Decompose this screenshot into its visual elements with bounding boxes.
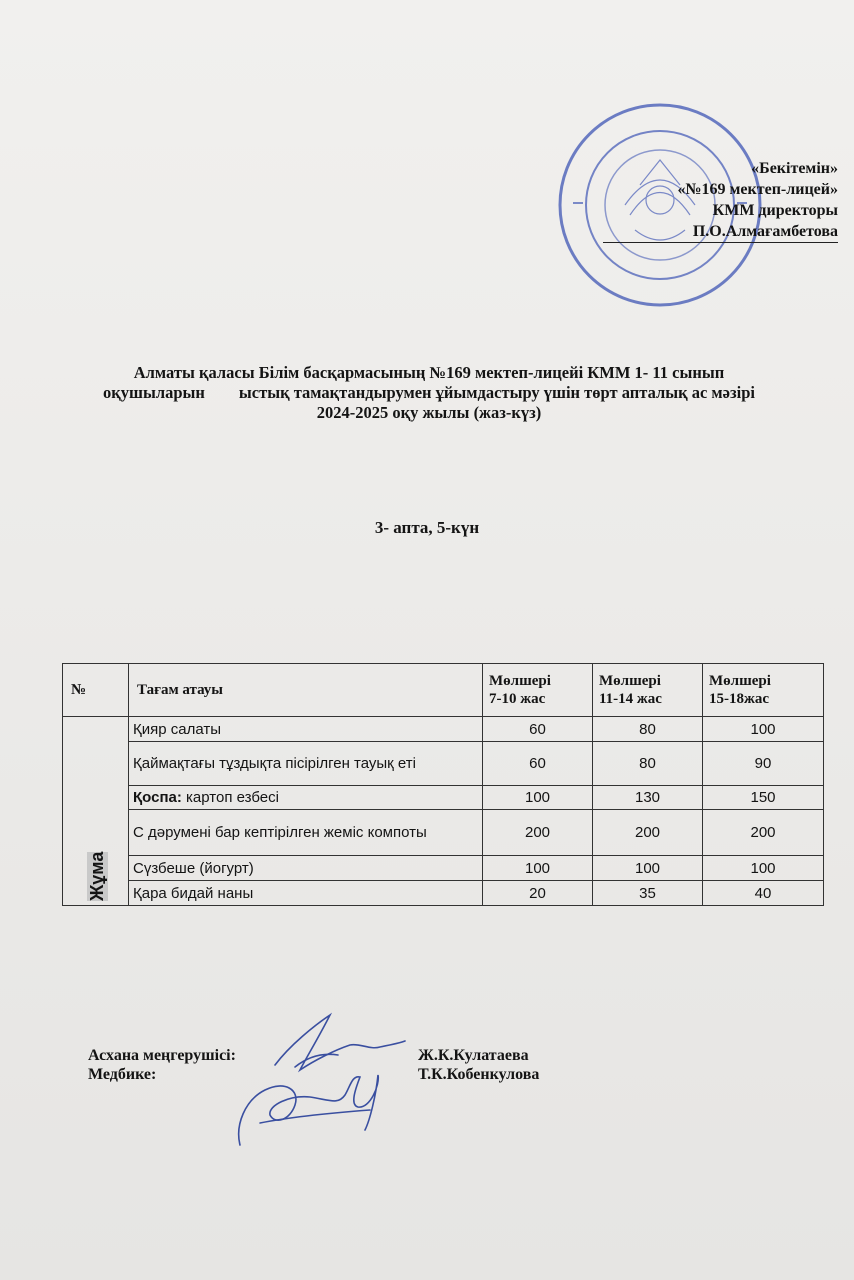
qty-cell: 60 — [483, 742, 593, 786]
qty-cell: 100 — [703, 717, 824, 742]
qty-cell: 80 — [593, 717, 703, 742]
dish-name: Қаймақтағы тұздықта пісірілген тауық еті — [129, 742, 483, 786]
role-cook-head: Асхана меңгерушісі: — [88, 1047, 236, 1064]
qty-cell: 200 — [483, 810, 593, 856]
handwritten-signature — [220, 1005, 420, 1155]
table-header-row — [63, 664, 824, 717]
header-qty-2: Мөлшері 11-14 жас — [593, 664, 703, 717]
title-line-1: Алматы қаласы Білім басқармасының №169 мектеп-лицейі КММ 1- 11 сынып — [133, 363, 725, 382]
qty-cell: 100 — [483, 786, 593, 810]
header-name: Тағам атауы — [129, 664, 483, 717]
qty-cell: 200 — [593, 810, 703, 856]
signature-roles — [88, 1046, 236, 1084]
name-nurse: Т.К.Кобенкулова — [418, 1066, 540, 1083]
signature-names — [418, 1046, 539, 1084]
qty-cell: 100 — [483, 856, 593, 881]
title-line-3: 2024-2025 оқу жылы (жаз-күз) — [316, 403, 542, 422]
table-row — [63, 742, 824, 786]
role-nurse: Медбике: — [88, 1066, 157, 1083]
dish-prefix: Қоспа: — [133, 789, 182, 806]
header-qty-3: Мөлшері 15-18жас — [703, 664, 824, 717]
document-title — [20, 363, 838, 423]
name-cook-head: Ж.К.Кулатаева — [418, 1047, 529, 1064]
qty-cell: 35 — [593, 881, 703, 906]
table-row — [63, 881, 824, 906]
week-day-heading: 3- апта, 5-күн — [374, 518, 480, 537]
day-cell — [63, 717, 129, 906]
header-num: № — [63, 664, 129, 717]
table-row — [63, 717, 824, 742]
title-line-2b: ыстық тамақтандырумен ұйымдастыру үшін төрт апталық ас мәзірі — [238, 383, 755, 402]
header-qty-1: Мөлшері 7-10 жас — [483, 664, 593, 717]
qty-cell: 80 — [593, 742, 703, 786]
dish-name: С дәрумені бар кептірілген жеміс компоты — [129, 810, 483, 856]
qty-cell: 100 — [703, 856, 824, 881]
dish-name-text: картоп езбесі — [181, 789, 279, 806]
approval-line-2: «№169 мектеп-лицей» — [677, 181, 838, 198]
approval-line-1: «Бекітемін» — [751, 160, 838, 177]
approval-line-4: П.О.Алмағамбетова — [603, 221, 838, 243]
approval-line-3: КММ директоры — [712, 202, 838, 219]
table-row — [63, 786, 824, 810]
dish-name — [129, 786, 483, 810]
title-line-2a: оқушыларын — [103, 383, 205, 402]
dish-name: Қияр салаты — [129, 717, 483, 742]
qty-cell: 90 — [703, 742, 824, 786]
approval-block — [578, 158, 838, 243]
table-row — [63, 856, 824, 881]
table-row — [63, 810, 824, 856]
dish-name: Сүзбеше (йогурт) — [129, 856, 483, 881]
qty-cell: 200 — [703, 810, 824, 856]
qty-cell: 60 — [483, 717, 593, 742]
qty-cell: 150 — [703, 786, 824, 810]
qty-cell: 130 — [593, 786, 703, 810]
qty-cell: 100 — [593, 856, 703, 881]
dish-name: Қара бидай наны — [129, 881, 483, 906]
day-label: Жұма — [86, 851, 107, 901]
qty-cell: 40 — [703, 881, 824, 906]
menu-table — [62, 663, 824, 906]
qty-cell: 20 — [483, 881, 593, 906]
